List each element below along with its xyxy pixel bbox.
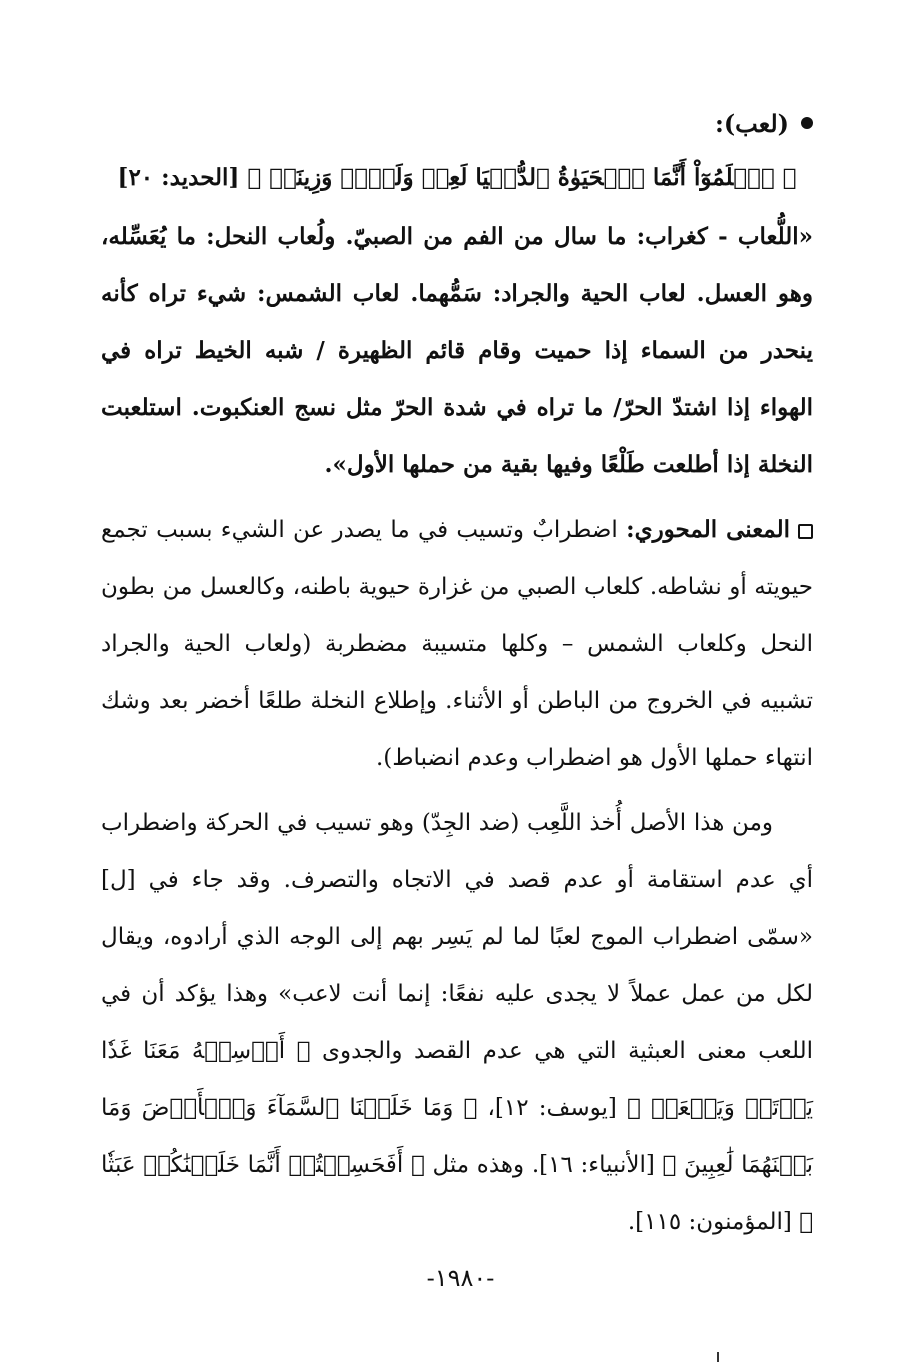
quran-verse: ﴿ ٱعۡلَمُوٓاْ أَنَّمَا ٱلۡحَيَوٰةُ ٱلدُّنۡيَا لَعِبٞ وَلَهۡوٞ وَزِينَةٞ ﴾ [الحديد: ٢٠] [117,164,797,191]
entry-heading [101,98,813,148]
page-content [101,98,813,1251]
lexical-definition: «اللُّعاب - كغراب: ما سال من الفم من الصبيّ. ولُعاب النحل: ما يُعَسِّله، وهو العسل. لعاب الحية والجراد: سَمُّهما. لعاب الشمس: شيء تراه كأنه ينحدر من السماء إذا حميت وقام قائم الظهيرة / شبه الخيط تراه في الهواء إذا اشتدّ الحرّ/ ما تراه في شدة الحرّ مثل نسج العنكبوت. استلعبت النخلة إذا أطلعت طَلْعًا وفيها بقية من حملها الأول». [101,223,813,478]
core-meaning-label: المعنى المحوري: [626,516,790,543]
square-marker-icon [798,524,813,539]
page-number: -١٩٨٠- [426,1264,495,1292]
scan-speck [717,1352,719,1362]
discussion-paragraph: ومن هذا الأصل أُخذ اللَّعِب (ضد الجِدّ) وهو تسيب في الحركة واضطراب أي عدم استقامة أو عدم قصد في الاتجاه والتصرف. وقد جاء في [ل] «سمّى اضطراب الموج لعبًا لما لم يَسِر بهم إلى الوجه الذي أرادوه، ويقال لكل من عمل عملاً لا يجدى عليه نفعًا: إنما أنت لاعب» وهذا يؤكد أن في اللعب معنى العبثية التي هي عدم القصد والجدوى ﴿ أَرۡسِلۡهُ مَعَنَا غَدٗا يَرۡتَعۡ وَيَلۡعَبۡ ﴾ [يوسف: ١٢]، ﴿ وَمَا خَلَقۡنَا ٱلسَّمَآءَ وَٱلۡأَرۡضَ وَمَا بَيۡنَهُمَا لَٰعِبِينَ ﴾ [الأنبياء: ١٦]. وهذه مثل ﴿ أَفَحَسِبۡتُمۡ أَنَّمَا خَلَقۡنَٰكُمۡ عَبَثٗا ﴾ [المؤمنون: ١١٥]. [101,810,813,1235]
core-meaning-text: اضطرابٌ وتسيب في ما يصدر عن الشيء بسبب تجمع حيويته أو نشاطه. كلعاب الصبي من غزارة حيوية باطنه، وكالعسل من بطون النحل وكلعاب الشمس – وكلها متسيبة مضطربة (ولعاب الحية والجراد تشبيه في الخروج من الباطن أو الأثناء. وإطلاع النخلة طلعًا أخضر بعد وشك انتهاء حملها الأول هو اضطراب وعدم انضباط). [101,517,813,771]
bullet-icon [801,117,813,129]
core-meaning-paragraph [101,501,813,787]
entry-heading-text: (لعب): [714,108,789,138]
